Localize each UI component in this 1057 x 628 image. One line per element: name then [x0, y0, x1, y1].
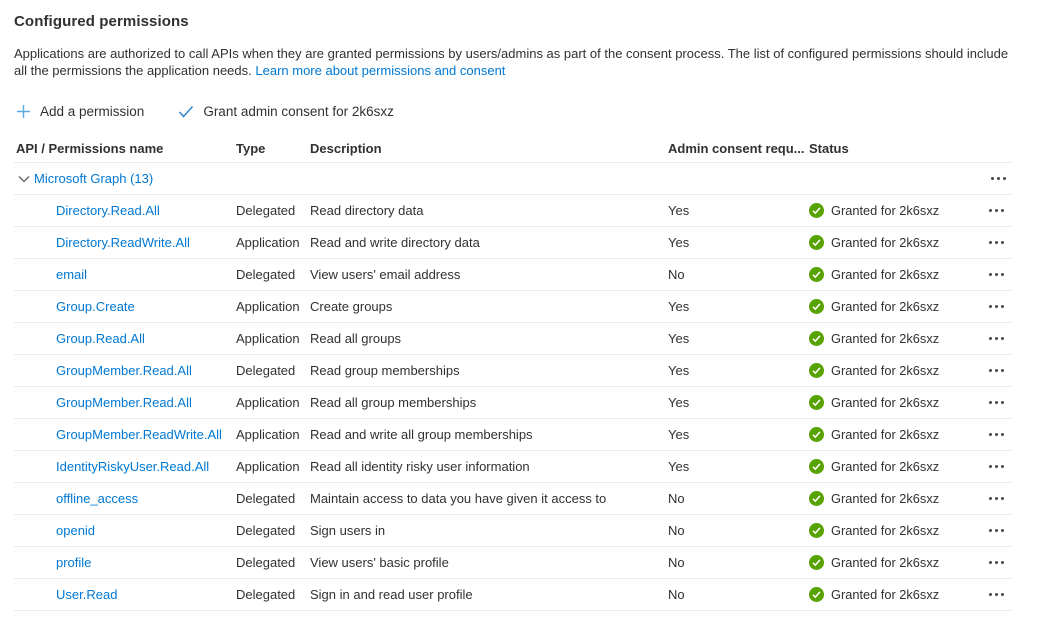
permission-link[interactable]: profile: [56, 555, 92, 570]
page-title: Configured permissions: [14, 13, 189, 30]
ellipsis-icon: [989, 305, 992, 308]
group-label: Microsoft Graph (13): [34, 171, 154, 186]
permission-description: Create groups: [310, 299, 393, 314]
more-options-button[interactable]: [982, 390, 1010, 416]
permission-description: Read directory data: [310, 203, 424, 218]
add-permission-label: Add a permission: [40, 104, 145, 119]
more-options-button[interactable]: [982, 262, 1010, 288]
status-text: Granted for 2k6sxz: [831, 363, 940, 378]
ellipsis-icon: [989, 593, 992, 596]
check-circle-icon: [809, 299, 824, 314]
ellipsis-icon: [989, 241, 992, 244]
permission-description: Sign users in: [310, 523, 386, 538]
permission-description: Maintain access to data you have given it access to: [310, 491, 607, 506]
check-circle-icon: [809, 203, 824, 218]
grant-admin-consent-label: Grant admin consent for 2k6sxz: [203, 104, 394, 119]
ellipsis-icon: [989, 273, 992, 276]
more-options-button[interactable]: [982, 230, 1010, 256]
table-row: [14, 419, 1012, 451]
permission-link[interactable]: offline_access: [56, 491, 139, 506]
status-text: Granted for 2k6sxz: [831, 299, 940, 314]
table-row: [14, 195, 1012, 227]
description-text: Applications are authorized to call APIs when they are granted permissions by users/admins as part of the consent process. The list of configured permissions should include all the permissions the application needs.: [14, 46, 1009, 78]
permission-link[interactable]: User.Read: [56, 587, 118, 602]
permission-description: Read all groups: [310, 331, 402, 346]
chevron-down-icon: [18, 171, 30, 186]
admin-consent-value: No: [668, 523, 685, 538]
ellipsis-icon: [989, 209, 992, 212]
group-expand-toggle[interactable]: [14, 171, 153, 186]
permission-description: View users' email address: [310, 267, 461, 282]
check-icon: [178, 105, 194, 118]
permissions-table: [14, 134, 1012, 611]
grant-admin-consent-button[interactable]: [176, 102, 396, 121]
permission-link[interactable]: GroupMember.ReadWrite.All: [56, 427, 222, 442]
table-row: [14, 387, 1012, 419]
admin-consent-value: Yes: [668, 299, 690, 314]
admin-consent-value: No: [668, 555, 685, 570]
permission-link[interactable]: openid: [56, 523, 96, 538]
ellipsis-icon: [989, 433, 992, 436]
ellipsis-icon: [989, 529, 992, 532]
status-text: Granted for 2k6sxz: [831, 331, 940, 346]
check-circle-icon: [809, 363, 824, 378]
permission-type: Delegated: [236, 555, 296, 570]
column-header-status[interactable]: Status: [809, 140, 849, 156]
table-row: [14, 291, 1012, 323]
admin-consent-value: Yes: [668, 427, 690, 442]
check-circle-icon: [809, 267, 824, 282]
ellipsis-icon: [991, 177, 994, 180]
status-text: Granted for 2k6sxz: [831, 395, 940, 410]
plus-icon: [16, 104, 31, 119]
more-options-button[interactable]: [982, 294, 1010, 320]
table-row: [14, 323, 1012, 355]
column-header-api-name[interactable]: API / Permissions name: [16, 140, 164, 156]
status-text: Granted for 2k6sxz: [831, 491, 940, 506]
table-row: [14, 515, 1012, 547]
admin-consent-value: Yes: [668, 395, 690, 410]
permission-description: View users' basic profile: [310, 555, 449, 570]
more-options-button[interactable]: [982, 582, 1010, 608]
permission-type: Delegated: [236, 203, 296, 218]
permission-type: Delegated: [236, 267, 296, 282]
admin-consent-value: Yes: [668, 203, 690, 218]
api-group-row: [14, 163, 1012, 195]
more-options-button[interactable]: [982, 550, 1010, 576]
ellipsis-icon: [989, 497, 992, 500]
permission-link[interactable]: Group.Read.All: [56, 331, 145, 346]
ellipsis-icon: [989, 401, 992, 404]
learn-more-link[interactable]: Learn more about permissions and consent: [255, 63, 506, 78]
more-options-button[interactable]: [982, 518, 1010, 544]
permission-type: Delegated: [236, 491, 296, 506]
permission-type: Delegated: [236, 587, 296, 602]
status-text: Granted for 2k6sxz: [831, 427, 940, 442]
check-circle-icon: [809, 459, 824, 474]
permission-description: Read all identity risky user information: [310, 459, 530, 474]
admin-consent-value: Yes: [668, 235, 690, 250]
status-text: Granted for 2k6sxz: [831, 203, 940, 218]
check-circle-icon: [809, 587, 824, 602]
permission-link[interactable]: email: [56, 267, 88, 282]
admin-consent-value: No: [668, 491, 685, 506]
admin-consent-value: Yes: [668, 331, 690, 346]
permission-description: Read and write directory data: [310, 235, 480, 250]
status-text: Granted for 2k6sxz: [831, 267, 940, 282]
check-circle-icon: [809, 523, 824, 538]
admin-consent-value: No: [668, 587, 685, 602]
check-circle-icon: [809, 235, 824, 250]
permission-type: Application: [236, 331, 300, 346]
ellipsis-icon: [989, 337, 992, 340]
table-row: [14, 547, 1012, 579]
permission-link[interactable]: GroupMember.Read.All: [56, 363, 192, 378]
column-header-admin-consent[interactable]: Admin consent requ...: [668, 140, 805, 156]
permission-type: Application: [236, 427, 300, 442]
permission-link[interactable]: Directory.Read.All: [56, 203, 160, 218]
check-circle-icon: [809, 555, 824, 570]
permission-link[interactable]: IdentityRiskyUser.Read.All: [56, 459, 210, 474]
permission-description: Read and write all group memberships: [310, 427, 533, 442]
admin-consent-value: No: [668, 267, 685, 282]
permission-link[interactable]: GroupMember.Read.All: [56, 395, 192, 410]
table-row: [14, 355, 1012, 387]
more-options-button[interactable]: [982, 422, 1010, 448]
ellipsis-icon: [989, 561, 992, 564]
permission-type: Application: [236, 459, 300, 474]
permission-type: Application: [236, 299, 300, 314]
more-options-button[interactable]: [982, 454, 1010, 480]
check-circle-icon: [809, 427, 824, 442]
permission-description: Read all group memberships: [310, 395, 477, 410]
permission-link[interactable]: Group.Create: [56, 299, 135, 314]
table-row: [14, 451, 1012, 483]
more-options-button[interactable]: [982, 326, 1010, 352]
table-row: [14, 483, 1012, 515]
status-text: Granted for 2k6sxz: [831, 235, 940, 250]
status-text: Granted for 2k6sxz: [831, 459, 940, 474]
status-text: Granted for 2k6sxz: [831, 555, 940, 570]
admin-consent-value: Yes: [668, 363, 690, 378]
command-bar: [14, 102, 1041, 121]
permission-type: Application: [236, 395, 300, 410]
permission-description: Sign in and read user profile: [310, 587, 473, 602]
admin-consent-value: Yes: [668, 459, 690, 474]
column-header-description[interactable]: Description: [310, 140, 382, 156]
table-row: [14, 579, 1012, 611]
column-header-type[interactable]: Type: [236, 140, 266, 156]
add-permission-button[interactable]: [14, 102, 146, 121]
permission-link[interactable]: Directory.ReadWrite.All: [56, 235, 190, 250]
status-text: Granted for 2k6sxz: [831, 587, 940, 602]
check-circle-icon: [809, 395, 824, 410]
more-options-button[interactable]: [982, 198, 1010, 224]
table-row: [14, 227, 1012, 259]
table-header-row: [14, 134, 1012, 163]
permission-description: Read group memberships: [310, 363, 460, 378]
more-options-button[interactable]: [982, 358, 1010, 384]
group-more-options-button[interactable]: [984, 166, 1012, 192]
more-options-button[interactable]: [982, 486, 1010, 512]
permission-type: Delegated: [236, 523, 296, 538]
status-text: Granted for 2k6sxz: [831, 523, 940, 538]
table-row: [14, 259, 1012, 291]
ellipsis-icon: [989, 465, 992, 468]
ellipsis-icon: [989, 369, 992, 372]
permission-type: Application: [236, 235, 300, 250]
check-circle-icon: [809, 491, 824, 506]
check-circle-icon: [809, 331, 824, 346]
page-description: [14, 45, 1024, 79]
permission-type: Delegated: [236, 363, 296, 378]
